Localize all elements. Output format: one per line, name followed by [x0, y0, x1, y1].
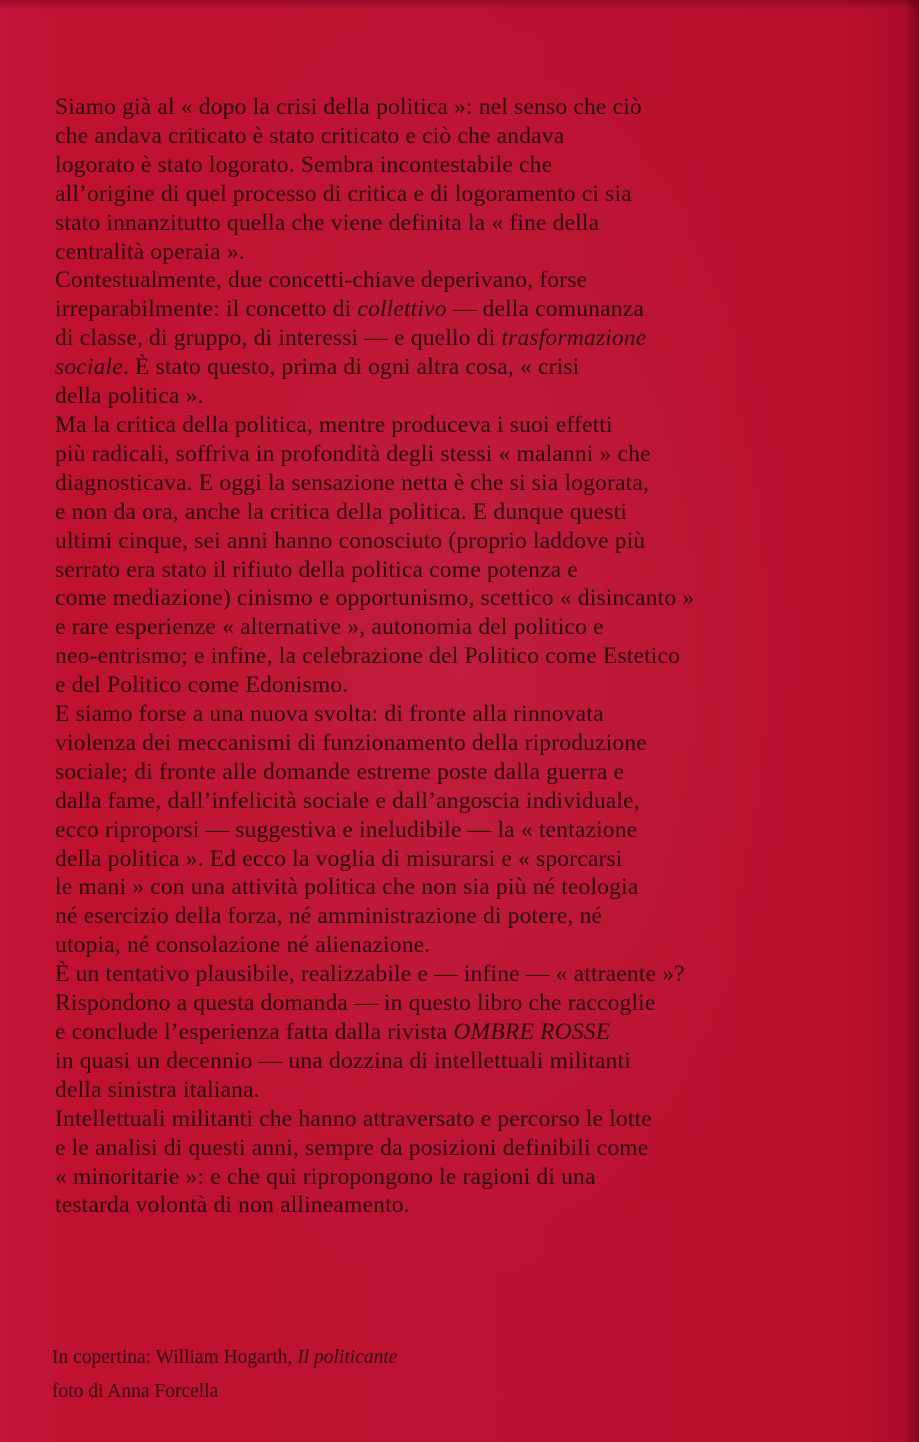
blurb-text-run: come mediazione) cinismo e opportunismo, scettico « disincanto » — [55, 585, 695, 612]
blurb-italic-term: trasformazione — [501, 325, 647, 352]
blurb-line — [55, 787, 845, 816]
blurb-text-run: Siamo già al « dopo la crisi della politica »: nel senso che ciò — [55, 94, 642, 120]
blurb-line — [55, 469, 845, 498]
blurb-text-run: diagnosticava. E oggi la sensazione netta è che si sia logorata, — [55, 469, 649, 496]
blurb-text — [55, 93, 845, 1220]
blurb-line — [55, 324, 845, 353]
blurb-text-run: e conclude l’esperienza fatta dalla rivista — [55, 1019, 454, 1045]
blurb-line — [55, 382, 845, 411]
blurb-text-run: Ma la critica della politica, mentre produceva i suoi effetti — [55, 411, 613, 438]
blurb-line — [55, 295, 845, 324]
blurb-text-run: « minoritarie »: e che qui ripropongono le ragioni di una — [55, 1163, 596, 1190]
blurb-text-run: logorato è stato logorato. Sembra incontestabile che — [55, 151, 553, 178]
blurb-text-run: Rispondono a questa domanda — in questo libro che raccoglie — [55, 990, 656, 1017]
blurb-line — [55, 1018, 845, 1047]
blurb-text-run: centralità operaia ». — [55, 238, 245, 265]
blurb-text-run: dalla fame, dall’infelicità sociale e dall’angoscia individuale, — [55, 787, 640, 814]
blurb-text-run: in quasi un decennio — una dozzina di intellettuali militanti — [55, 1047, 631, 1074]
blurb-text-run: neo-entrismo; e infine, la celebrazione del Politico come Estetico — [55, 643, 681, 670]
cover-artwork-title: Il politicante — [297, 1347, 398, 1368]
blurb-line — [55, 238, 845, 267]
blurb-text-run: Intellettuali militanti che hanno attraversato e percorso le lotte — [55, 1105, 652, 1132]
blurb-line — [55, 758, 845, 787]
blurb-line — [55, 151, 845, 180]
blurb-text-run: della politica ». Ed ecco la voglia di misurarsi e « sporcarsi — [55, 845, 623, 872]
blurb-text-run: stato innanzitutto quella che viene definita la « fine della — [55, 209, 600, 236]
blurb-text-run: sociale; di fronte alle domande estreme poste dalla guerra e — [55, 758, 625, 785]
blurb-line — [55, 411, 845, 440]
cover-edge-shadow — [905, 0, 919, 1442]
blurb-italic-term: OMBRE ROSSE — [453, 1019, 611, 1045]
blurb-text-run: ultimi cinque, sei anni hanno conosciuto (proprio laddove più — [55, 527, 646, 554]
blurb-text-run: all’origine di quel processo di critica e di logoramento ci sia — [55, 180, 632, 207]
cover-credit-line — [52, 1341, 397, 1375]
blurb-line — [55, 93, 845, 122]
cover-top-edge — [0, 0, 919, 10]
blurb-line — [55, 180, 845, 209]
blurb-text-run: più radicali, soffriva in profondità degli stessi « malanni » che — [55, 440, 651, 467]
blurb-text-run: utopia, né consolazione né alienazione. — [55, 932, 431, 959]
blurb-line — [55, 729, 845, 758]
blurb-line — [55, 209, 845, 238]
blurb-line — [55, 556, 845, 585]
blurb-line — [55, 642, 845, 671]
blurb-line — [55, 671, 845, 700]
blurb-text-run: — della comunanza — [446, 296, 644, 323]
blurb-line — [55, 873, 845, 902]
blurb-line — [55, 931, 845, 960]
blurb-text-run: della politica ». — [55, 383, 204, 410]
blurb-line — [55, 1105, 845, 1134]
blurb-line — [55, 700, 845, 729]
blurb-line — [55, 845, 845, 874]
blurb-line — [55, 1191, 845, 1220]
blurb-line — [55, 440, 845, 469]
blurb-text-run: irreparabilmente: il concetto di — [55, 296, 358, 323]
blurb-line — [55, 266, 845, 295]
blurb-line — [55, 353, 845, 382]
blurb-line — [55, 960, 845, 989]
blurb-text-run: serrato era stato il rifiuto della politica come potenza e — [55, 556, 578, 583]
blurb-line — [55, 1047, 845, 1076]
blurb-text-run: Contestualmente, due concetti-chiave deperivano, forse — [55, 267, 588, 294]
blurb-text-run: e rare esperienze « alternative », autonomia del politico e — [55, 614, 604, 641]
blurb-line — [55, 1163, 845, 1192]
blurb-line — [55, 527, 845, 556]
blurb-text-run: che andava criticato è stato criticato e ciò che andava — [55, 122, 565, 149]
blurb-line — [55, 122, 845, 151]
blurb-text-run: ecco riproporsi — suggestiva e ineludibile — la « tentazione — [55, 816, 638, 843]
blurb-italic-term: sociale — [55, 354, 123, 381]
blurb-text-run: e le analisi di questi anni, sempre da posizioni definibili come — [55, 1134, 649, 1161]
blurb-line — [55, 816, 845, 845]
blurb-line — [55, 902, 845, 931]
blurb-line — [55, 1076, 845, 1105]
blurb-italic-term: collettivo — [357, 296, 447, 323]
photo-credit: foto di Anna Forcella — [52, 1381, 219, 1402]
cover-credit-label: In copertina: William Hogarth, — [52, 1347, 298, 1368]
blurb-line — [55, 584, 845, 613]
blurb-text-run: le mani » con una attività politica che non sia più né teologia — [55, 874, 639, 901]
blurb-text-run: E siamo forse a una nuova svolta: di fronte alla rinnovata — [55, 701, 604, 728]
blurb-line — [55, 498, 845, 527]
cover-credits — [52, 1341, 397, 1409]
blurb-text-run: testarda volontà di non allineamento. — [55, 1192, 410, 1219]
blurb-line — [55, 613, 845, 642]
blurb-text-run: né esercizio della forza, né amministrazione di potere, né — [55, 903, 603, 930]
blurb-text-run: È un tentativo plausibile, realizzabile e — infine — « attraente »? — [55, 961, 685, 988]
blurb-text-run: violenza dei meccanismi di funzionamento della riproduzione — [55, 729, 647, 756]
blurb-text-run: . È stato questo, prima di ogni altra cosa, « crisi — [122, 354, 580, 381]
blurb-line — [55, 1134, 845, 1163]
blurb-text-run: e non da ora, anche la critica della politica. E dunque questi — [55, 498, 628, 525]
blurb-text-run: e del Politico come Edonismo. — [55, 672, 349, 699]
blurb-text-run: di classe, di gruppo, di interessi — e quello di — [55, 325, 502, 352]
blurb-text-run: della sinistra italiana. — [55, 1076, 260, 1103]
blurb-line — [55, 989, 845, 1018]
